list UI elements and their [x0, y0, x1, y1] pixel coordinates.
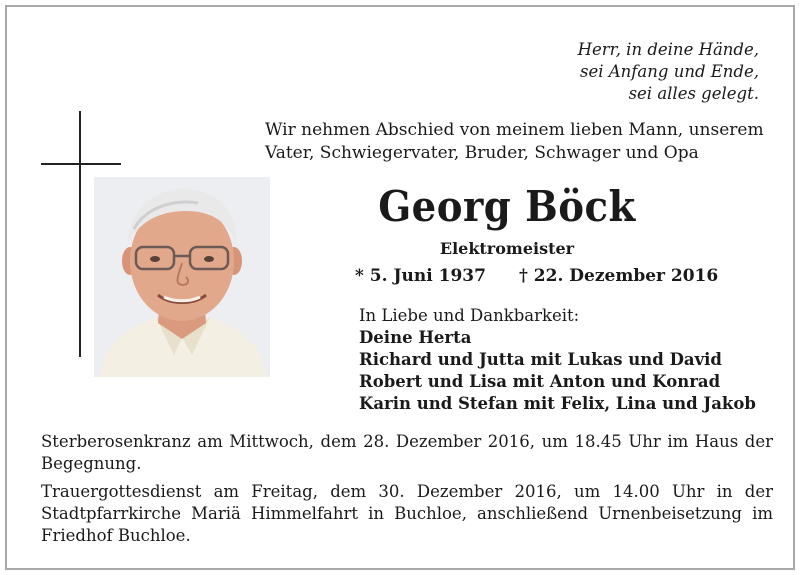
bible-verse [499, 39, 759, 105]
rosary-notice: Sterberosenkranz am Mittwoch, dem 28. Dezember 2016, um 18.45 Uhr im Haus der Begegnung. [41, 432, 773, 473]
verse-line: Herr, in deine Hände, [577, 40, 759, 59]
mourner-family: Deine Herta [359, 328, 472, 347]
birth-date: * 5. Juni 1937 [355, 266, 486, 286]
mourner-family: Karin und Stefan mit Felix, Lina und Jakob [359, 394, 756, 413]
deceased-name: Georg Böck [378, 182, 636, 231]
funeral-service-notice: Trauergottesdienst am Freitag, dem 30. Dezember 2016, um 14.00 Uhr in der Stadtpfarrkirche Mariä Himmelfahrt in Buchloe, anschließend Urnenbeisetzung im Friedhof Buchloe. [41, 482, 773, 545]
cross-icon [79, 111, 81, 357]
mourner-family: Robert und Lisa mit Anton und Konrad [359, 372, 721, 391]
intro-line: Wir nehmen Abschied von meinem lieben Mann, unserem [265, 120, 764, 140]
mourners-block [359, 305, 789, 415]
portrait-illustration [94, 177, 270, 377]
death-date: † 22. Dezember 2016 [519, 266, 719, 286]
farewell-intro [265, 119, 785, 165]
cross-icon-bar [41, 163, 121, 165]
service-notices [41, 431, 773, 553]
deceased-profession: Elektromeister [439, 239, 575, 258]
verse-line: sei alles gelegt. [628, 84, 759, 103]
intro-line: Vater, Schwiegervater, Bruder, Schwager und Opa [265, 143, 699, 163]
mourner-family: Richard und Jutta mit Lukas und David [359, 350, 722, 369]
verse-line: sei Anfang und Ende, [580, 62, 759, 81]
obituary-frame [5, 5, 795, 570]
mourners-lead: In Liebe und Dankbarkeit: [359, 306, 580, 325]
portrait-photo [94, 177, 270, 377]
